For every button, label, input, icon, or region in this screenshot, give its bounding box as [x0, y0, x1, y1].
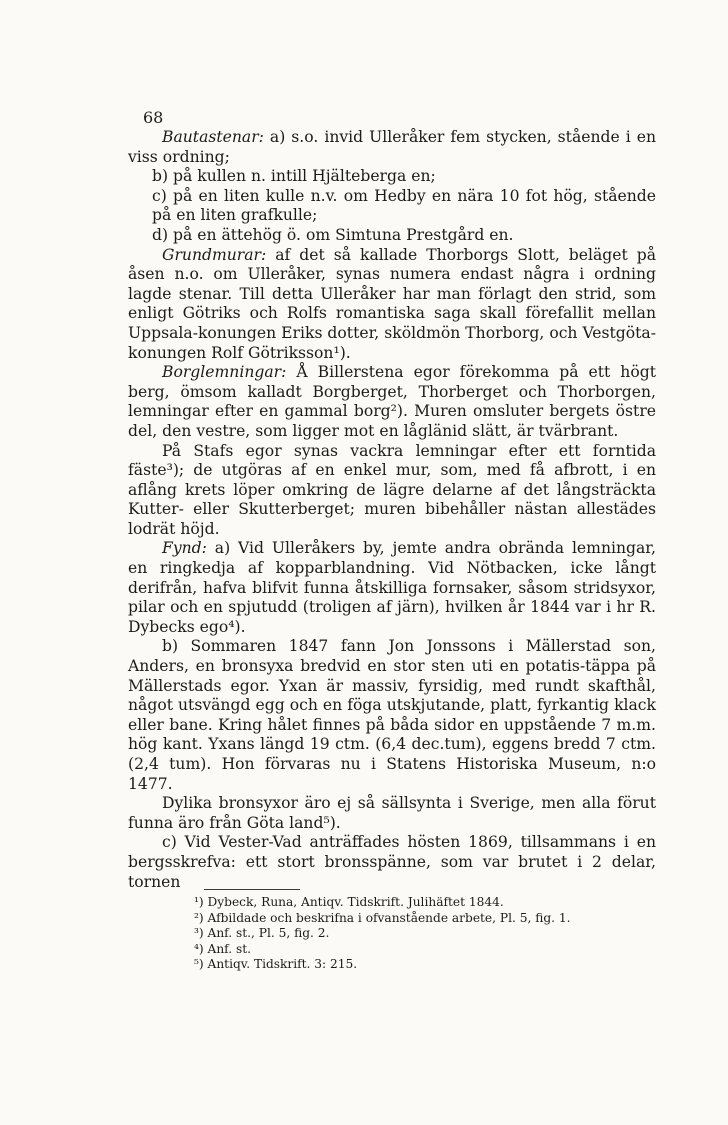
paragraph-fynd-b: b) Sommaren 1847 fann Jon Jonssons i Mällerstad son, Anders, en bronsyxa bredvid en stor sten uti en potatis-täppa på Mällerstads egor. Yxan är massiv, fyrsidig, med rundt skafthål, något utsvängd egg och en föga utskjutande, platt, fyrkantig klack eller bane. Kring hålet finnes på båda sidor en uppstående 7 m.m. hög kant. Yxans längd 19 ctm. (6,4 dec.tum), eggens bredd 7 ctm. (2,4 tum). Hon förvaras nu i Statens Historiska Museum, n:o 1477.: [128, 637, 656, 793]
footnote: ⁵) Antiqv. Tidskrift. 3: 215.: [194, 957, 358, 972]
footnote: ³) Anf. st., Pl. 5, fig. 2.: [194, 926, 330, 941]
paragraph-grundmurar: Grundmurar: af det så kallade Thorborgs Slott, beläget på åsen n.o. om Ulleråker, synas numera endast några i ordning lagde stenar. Till detta Ulleråker har man förlagt den strid, som enligt Götriks och Rolfs romantiska saga skall förefallit mellan Uppsala-konungen Eriks dotter, sköldmön Thorborg, och Vestgöta-konungen Rolf Götriksson¹).: [128, 245, 656, 362]
section-label: Bautastenar:: [162, 128, 264, 146]
paragraph-dylika: Dylika bronsyxor äro ej så sällsynta i Sverige, men alla förut funna äro från Göta land⁵).: [128, 794, 656, 832]
paragraph-fynd-c: c) Vid Vester-Vad anträffades hösten 1869, tillsammans i en bergsskrefva: ett stort bronsspänne, som var brutet i 2 delar, tornen: [128, 833, 656, 891]
paragraph-item-d: d) på en ättehög ö. om Simtuna Prestgård en.: [152, 225, 514, 244]
body-text: [128, 128, 656, 892]
paragraph-fynd: Fynd: a) Vid Ulleråkers by, jemte andra obrända lemningar, en ringkedja af kopparblandning. Vid Nötbacken, icke långt derifrån, hafva blifvit funna åtskilliga fornsaker, såsom stridsyxor, pilar och en spjutudd (troligen af järn), hvilken år 1844 var i hr R. Dybecks ego⁴).: [128, 539, 656, 636]
paragraph-item-c: c) på en liten kulle n.v. om Hedby en nära 10 fot hög, stående på en liten grafkulle;: [152, 186, 656, 225]
paragraph-borglemningar: Borglemningar: Å Billerstena egor förekomma på ett högt berg, ömsom kalladt Borgberget, Thorberget och Thorborgen, lemningar efter en gammal borg²). Muren omsluter bergets östre del, den vestre, som ligger mot en låglänid slätt, är tvärbrant.: [128, 363, 656, 440]
paragraph-item-b: b) på kullen n. intill Hjälteberga en;: [152, 167, 436, 186]
section-label: Fynd:: [162, 539, 207, 558]
footnotes: [194, 895, 654, 973]
section-label: Borglemningar:: [162, 363, 287, 382]
footnote-divider: [204, 889, 300, 890]
paragraph-bautastenar: Bautastenar: a) s.o. invid Ulleråker fem stycken, stående i en viss ordning;: [128, 128, 656, 166]
paragraph-stafs: På Stafs egor synas vackra lemningar efter ett forntida fäste³); de utgöras af en enkel mur, som, med få afbrott, i en aflång krets löper omkring de lägre delarne af det långsträckta Kutter- eller Skutterberget; muren bibehåller nästan allestädes lodrät höjd.: [128, 441, 656, 538]
section-label: Grundmurar:: [162, 245, 267, 264]
page-number: 68: [143, 108, 164, 127]
footnote: ²) Afbildade och beskrifna i ofvanstående arbete, Pl. 5, fig. 1.: [194, 910, 571, 925]
footnote: ⁴) Anf. st.: [194, 941, 252, 956]
footnote: ¹) Dybeck, Runa, Antiqv. Tidskrift. Julihäftet 1844.: [194, 895, 504, 909]
